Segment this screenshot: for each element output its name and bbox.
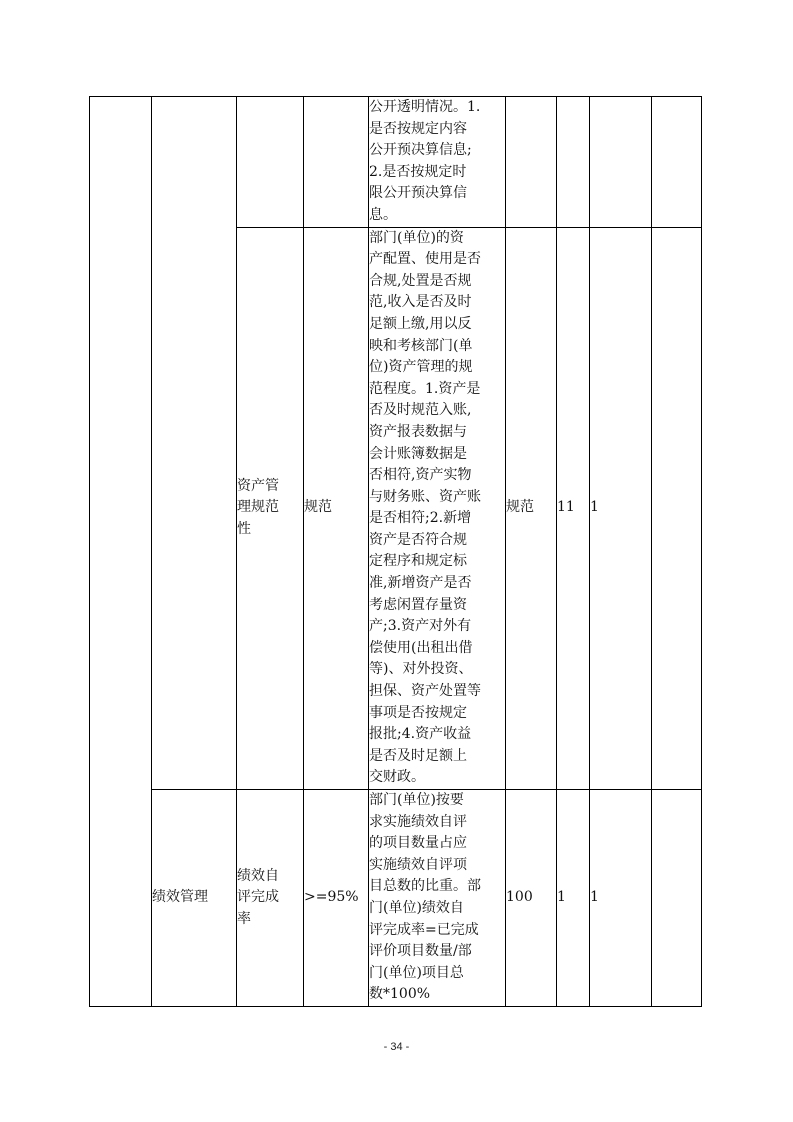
remark-cell [652, 790, 702, 1007]
actual-cell: 规范 [506, 227, 557, 789]
standard-cell: 规范 [304, 227, 369, 789]
indicator-cell [237, 97, 304, 228]
level2-category-cell: 绩效管理 [152, 790, 237, 1007]
description-text: 部门(单位)按要 求实施绩效自评 的项目数量占应 实施绩效自评项 目总数的比重。部 门(单位)绩效自 评完成率=已完成 评价项目数量/部 门(单位)项目总 数*100% [369, 792, 481, 1003]
weight-cell [590, 97, 652, 228]
score-cell [557, 97, 590, 228]
actual-cell: 100 [506, 790, 557, 1007]
description-cell [369, 97, 506, 228]
weight-cell: 1 [590, 227, 652, 789]
score-cell: 1 [557, 790, 590, 1007]
table-row [90, 790, 702, 1007]
weight-cell: 1 [590, 790, 652, 1007]
level2-category-cell [152, 97, 237, 790]
indicator-cell [237, 790, 304, 1007]
remark-cell [652, 97, 702, 228]
description-text: 公开透明情况。1. 是否按规定内容 公开预决算信息; 2.是否按规定时 限公开预决算信 息。 [369, 99, 481, 223]
table-row [90, 97, 702, 228]
evaluation-table [89, 96, 702, 1007]
description-text: 部门(单位)的资 产配置、使用是否 合规,处置是否规 范,收入是否及时 足额上缴,用以反 映和考核部门(单 位)资产管理的规 范程度。1.资产是 否及时规范入账, 资产报表数据与 会计账簿数据是 否相符,资产实物 与财务账、资产账 是否相符;2.新增 资产是否符合规 定程序和规定标 准,新增资产是否 考虑闲置存量资 产;3.资产对外有 偿使用(出租出借 等)、对外投资、 担保、资产处置等 事项是否按规定 报批;4.资产收益 是否及时足额上 交财政。 [369, 229, 481, 786]
indicator-cell [237, 227, 304, 789]
remark-cell [652, 227, 702, 789]
actual-cell [506, 97, 557, 228]
description-cell [369, 790, 506, 1007]
indicator-name: 资产管 理规范 性 [237, 477, 279, 538]
page-number: - 34 - [383, 1041, 410, 1053]
indicator-name: 绩效自 评完成 率 [237, 867, 279, 927]
description-cell [369, 227, 506, 789]
score-cell: 11 [557, 227, 590, 789]
standard-cell: >=95% [304, 790, 369, 1007]
level1-category-cell [90, 97, 152, 1007]
standard-cell [304, 97, 369, 228]
